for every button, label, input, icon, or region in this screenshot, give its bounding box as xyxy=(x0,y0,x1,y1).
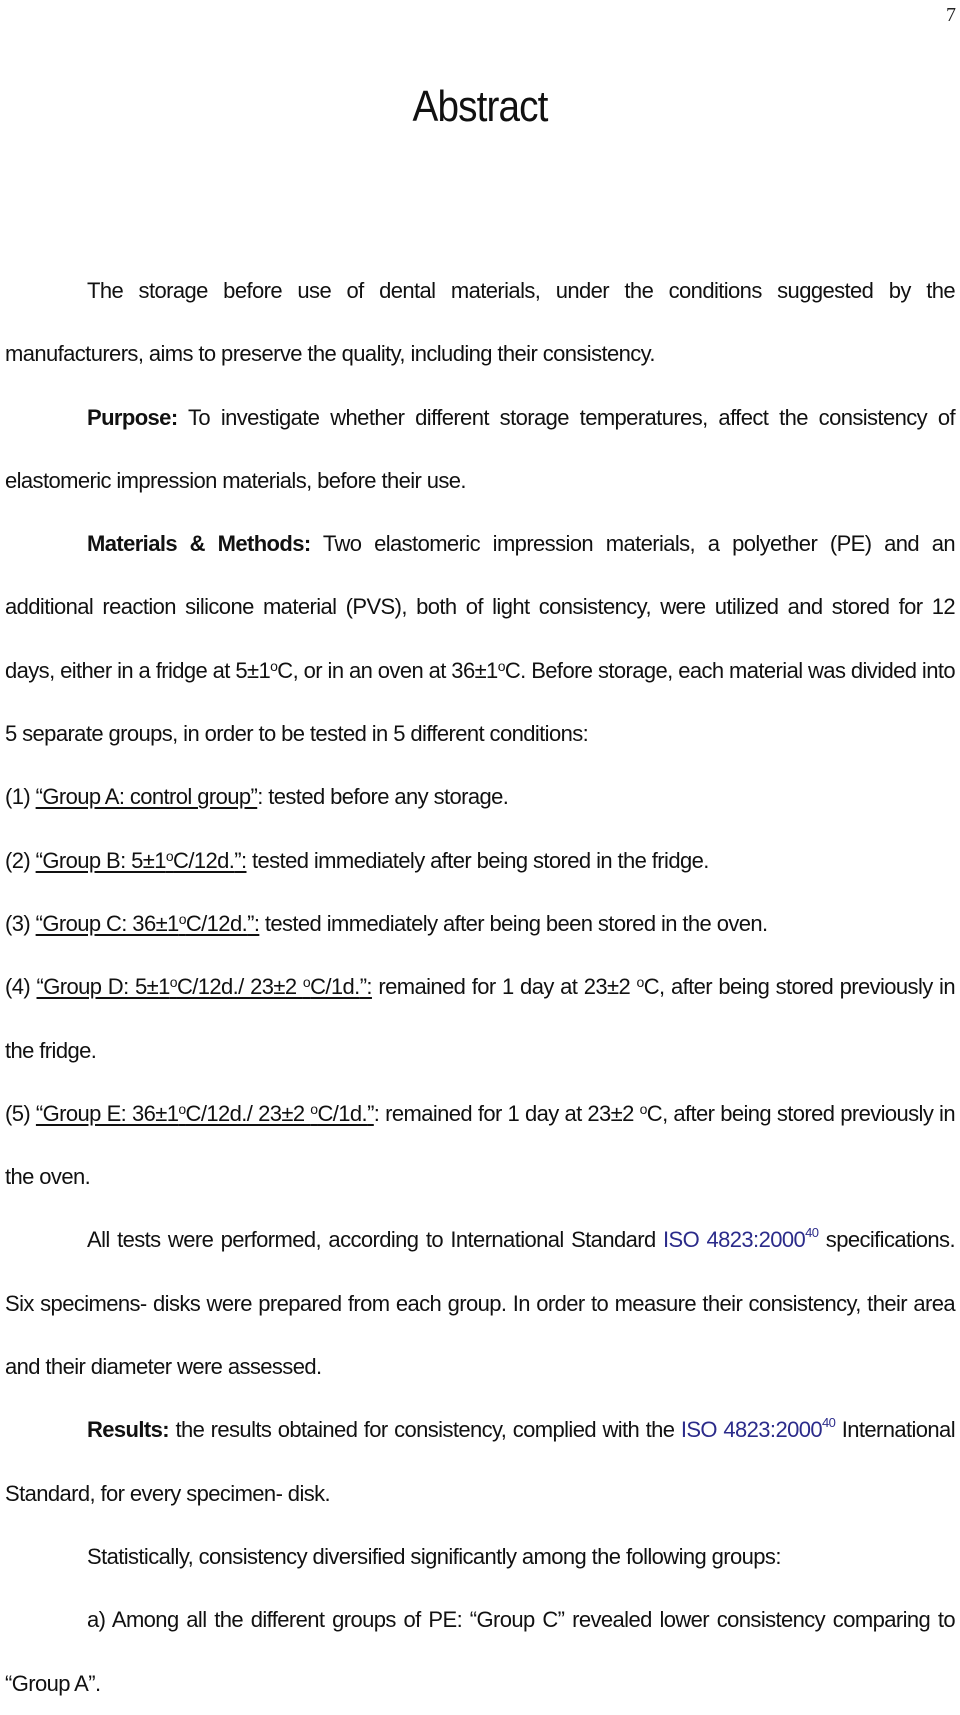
results-paragraph xyxy=(5,1398,955,1525)
group-number: (2) xyxy=(5,847,36,873)
methods-paragraph xyxy=(5,512,955,765)
methods-label: Materials & Methods: xyxy=(87,531,311,557)
tests-text: specifications. Six specimens- disks were prepared from each group. In order to measure their consistency, their area and their diameter were assessed. xyxy=(5,1227,955,1380)
group-item xyxy=(5,955,955,1082)
degree-symbol: o xyxy=(497,657,505,674)
intro-paragraph: The storage before use of dental materials, under the conditions suggested by the manufacturers, aims to preserve the quality, including their consistency. xyxy=(5,278,955,367)
group-item xyxy=(5,892,955,955)
tests-paragraph xyxy=(5,1208,955,1398)
group-item xyxy=(5,1082,955,1209)
statistics-paragraph: Statistically, consistency diversified significantly among the following groups: xyxy=(87,1543,781,1569)
purpose-text: To investigate whether different storage temperatures, affect the consistency of elastomeric impression materials, before their use. xyxy=(5,404,955,493)
group-description: : remained for 1 day at 23±2 $^o$C, after being stored previously in the oven. xyxy=(5,1100,955,1190)
purpose-label: Purpose: xyxy=(87,404,178,430)
group-description: remained for 1 day at 23±2 $^o$C, after being stored previously in the fridge. xyxy=(5,974,955,1063)
purpose-paragraph xyxy=(5,386,955,513)
group-description: tested immediately after being stored in the fridge. xyxy=(246,847,709,873)
group-number: (1) xyxy=(5,784,36,810)
page-number: 7 xyxy=(946,4,956,26)
finding-a-paragraph: a) Among all the different groups of PE: “Group C” revealed lower consistency comparing to “Group A”. xyxy=(5,1607,955,1696)
group-name: “Group A: control group” xyxy=(35,784,258,810)
group-number: (4) xyxy=(5,974,37,1000)
results-label: Results: xyxy=(87,1417,169,1443)
group-description: tested immediately after being been stored in the oven. xyxy=(259,910,768,936)
group-number: (3) xyxy=(5,910,36,936)
group-number: (5) xyxy=(5,1100,36,1126)
group-name: “Group D: $5\pm 1^oC/12d./$ 23±2 $^o$C/1d.”: xyxy=(36,974,372,1000)
methods-text: C. Before storage, each material was divided into 5 separate groups, in order to be tested in 5 different conditions: xyxy=(5,657,956,747)
iso-reference-link[interactable]: ISO 4823:2000$^{40}$ xyxy=(680,1415,836,1443)
results-text: International Standard, for every specimen- disk. xyxy=(5,1417,955,1506)
page-title: Abstract xyxy=(412,82,548,131)
abstract-body xyxy=(5,259,955,1715)
methods-text: Two elastomeric impression materials, a polyether (PE) and an additional reaction silicone material (PVS), both of light consistency, were utilized and stored for 12 days, either in a fridge at 5±1 xyxy=(5,531,955,683)
degree-symbol: o xyxy=(270,657,278,674)
group-name: “Group C: $36\pm 1^oC/12d$.”: xyxy=(35,910,260,936)
results-text: the results obtained for consistency, complied with the xyxy=(169,1417,681,1443)
group-name: “Group B: $5\pm 1^oC/12d$.”: xyxy=(35,847,247,873)
iso-reference-link[interactable]: ISO 4823:2000$^{40}$ xyxy=(663,1225,819,1253)
group-item xyxy=(5,765,955,828)
tests-text: All tests were performed, according to International Standard xyxy=(87,1227,663,1253)
group-name: “Group E: $36\pm 1^oC/12d./$ 23±2 $^o$C/1d.” xyxy=(35,1100,374,1126)
methods-text: C, or in an oven at 36±1 xyxy=(277,657,498,683)
group-item xyxy=(5,829,955,892)
group-description: : tested before any storage. xyxy=(257,784,509,810)
